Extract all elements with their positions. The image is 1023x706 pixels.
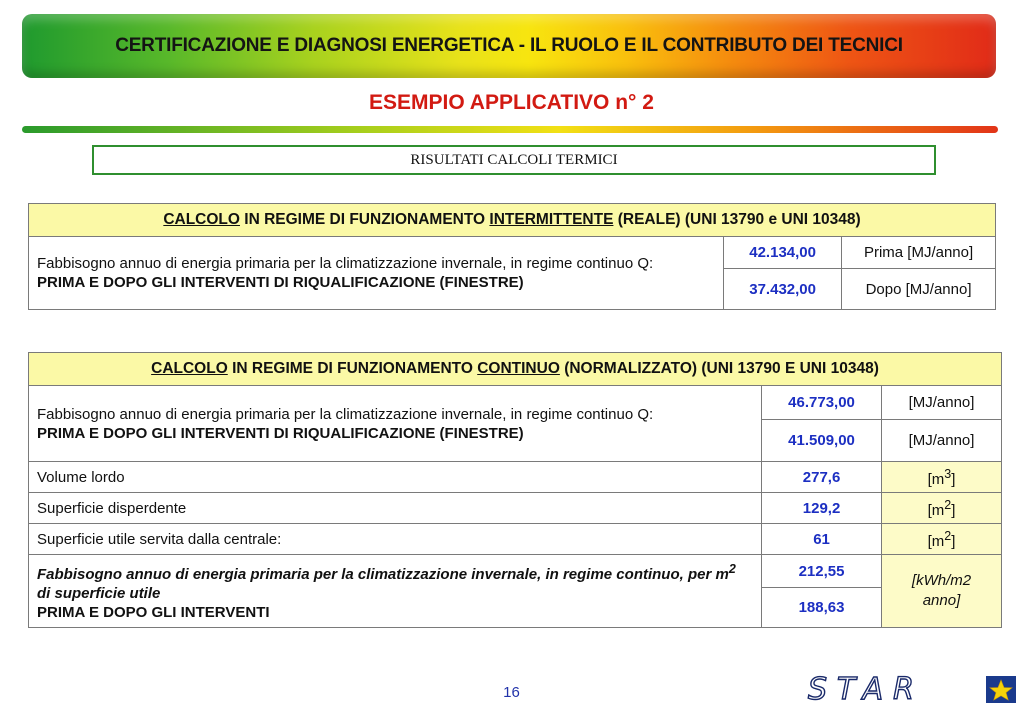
unit-sup: 2	[944, 497, 952, 512]
table-header-row	[29, 204, 996, 237]
table-row	[29, 237, 996, 269]
header-part: IN REGIME DI FUNZIONAMENTO	[227, 360, 478, 377]
page-subtitle: ESEMPIO APPLICATIVO n° 2	[369, 91, 654, 114]
description-text: Fabbisogno annuo di energia primaria per la climatizzazione invernale, in regime continuo Q:	[37, 405, 654, 423]
table-row	[29, 462, 1002, 493]
description-text: Fabbisogno annuo di energia primaria per la climatizzazione invernale, in regime continuo Q:	[37, 255, 654, 272]
unit-text: [kWh/m2 anno]	[911, 572, 972, 609]
table-header-row	[29, 353, 1002, 386]
row-description	[29, 237, 724, 310]
unit-text: ]	[951, 470, 956, 488]
unit-cell	[882, 524, 1002, 555]
section-title: RISULTATI CALCOLI TERMICI	[92, 145, 936, 175]
value-cell: 61	[762, 524, 882, 555]
value-cell: 277,6	[762, 462, 882, 493]
header-part: IN REGIME DI FUNZIONAMENTO	[239, 211, 490, 228]
unit-sup: 2	[728, 562, 736, 576]
value-cell: 41.509,00	[762, 420, 882, 462]
description-bold: PRIMA E DOPO GLI INTERVENTI	[37, 604, 270, 621]
table-row	[29, 386, 1002, 420]
description-text: Fabbisogno annuo di energia primaria per la climatizzazione invernale, in regime continuo, per m	[37, 566, 729, 583]
table-continuous	[28, 352, 1002, 628]
value-cell: 46.773,00	[762, 386, 882, 420]
logo-text: STAR	[808, 674, 924, 704]
table-header	[29, 353, 1002, 386]
table-row	[29, 524, 1002, 555]
header-part: CALCOLO	[151, 360, 228, 377]
header-part: CALCOLO	[163, 211, 240, 228]
header-part: CONTINUO	[477, 360, 560, 377]
row-description	[29, 555, 762, 628]
header-part: INTERMITTENTE	[489, 211, 614, 228]
table-row	[29, 493, 1002, 524]
value-cell: 129,2	[762, 493, 882, 524]
unit-text: ]	[951, 501, 956, 519]
value-cell: 188,63	[762, 588, 882, 628]
unit-text: [m	[927, 501, 945, 519]
row-label: Volume lordo	[29, 462, 762, 493]
unit-text: ]	[951, 532, 956, 550]
row-description	[29, 386, 762, 462]
table-row	[29, 555, 1002, 588]
unit-cell	[882, 493, 1002, 524]
description-bold: PRIMA E DOPO GLI INTERVENTI DI RIQUALIFICAZIONE (FINESTRE)	[37, 274, 524, 291]
unit-cell: [MJ/anno]	[882, 420, 1002, 462]
description-italic	[37, 562, 736, 602]
table-header	[29, 204, 996, 237]
unit-text: [m	[927, 470, 945, 488]
unit-cell: Prima [MJ/anno]	[842, 237, 996, 269]
header-part: (NORMALIZZATO) (UNI 13790 E UNI 10348)	[559, 360, 879, 377]
divider-bar	[22, 126, 998, 133]
unit-cell	[882, 462, 1002, 493]
description-text: di superficie utile	[37, 585, 161, 602]
value-cell: 37.432,00	[724, 269, 842, 310]
unit-sup: 3	[944, 466, 952, 481]
value-cell: 42.134,00	[724, 237, 842, 269]
page-number: 16	[503, 684, 520, 701]
unit-text: [m	[927, 532, 945, 550]
value-cell: 212,55	[762, 555, 882, 588]
unit-cell: [MJ/anno]	[882, 386, 1002, 420]
header-part: (REALE) (UNI 13790 e UNI 10348)	[613, 211, 861, 228]
star-logo	[790, 674, 1020, 704]
table-intermittent	[28, 203, 996, 310]
unit-cell: Dopo [MJ/anno]	[842, 269, 996, 310]
page-title: CERTIFICAZIONE E DIAGNOSI ENERGETICA - IL RUOLO E IL CONTRIBUTO DEI TECNICI	[115, 35, 903, 56]
description-bold: PRIMA E DOPO GLI INTERVENTI DI RIQUALIFICAZIONE (FINESTRE)	[37, 424, 524, 442]
unit-sup: 2	[944, 528, 952, 543]
unit-cell	[882, 555, 1002, 628]
row-label: Superficie disperdente	[29, 493, 762, 524]
row-label: Superficie utile servita dalla centrale:	[29, 524, 762, 555]
